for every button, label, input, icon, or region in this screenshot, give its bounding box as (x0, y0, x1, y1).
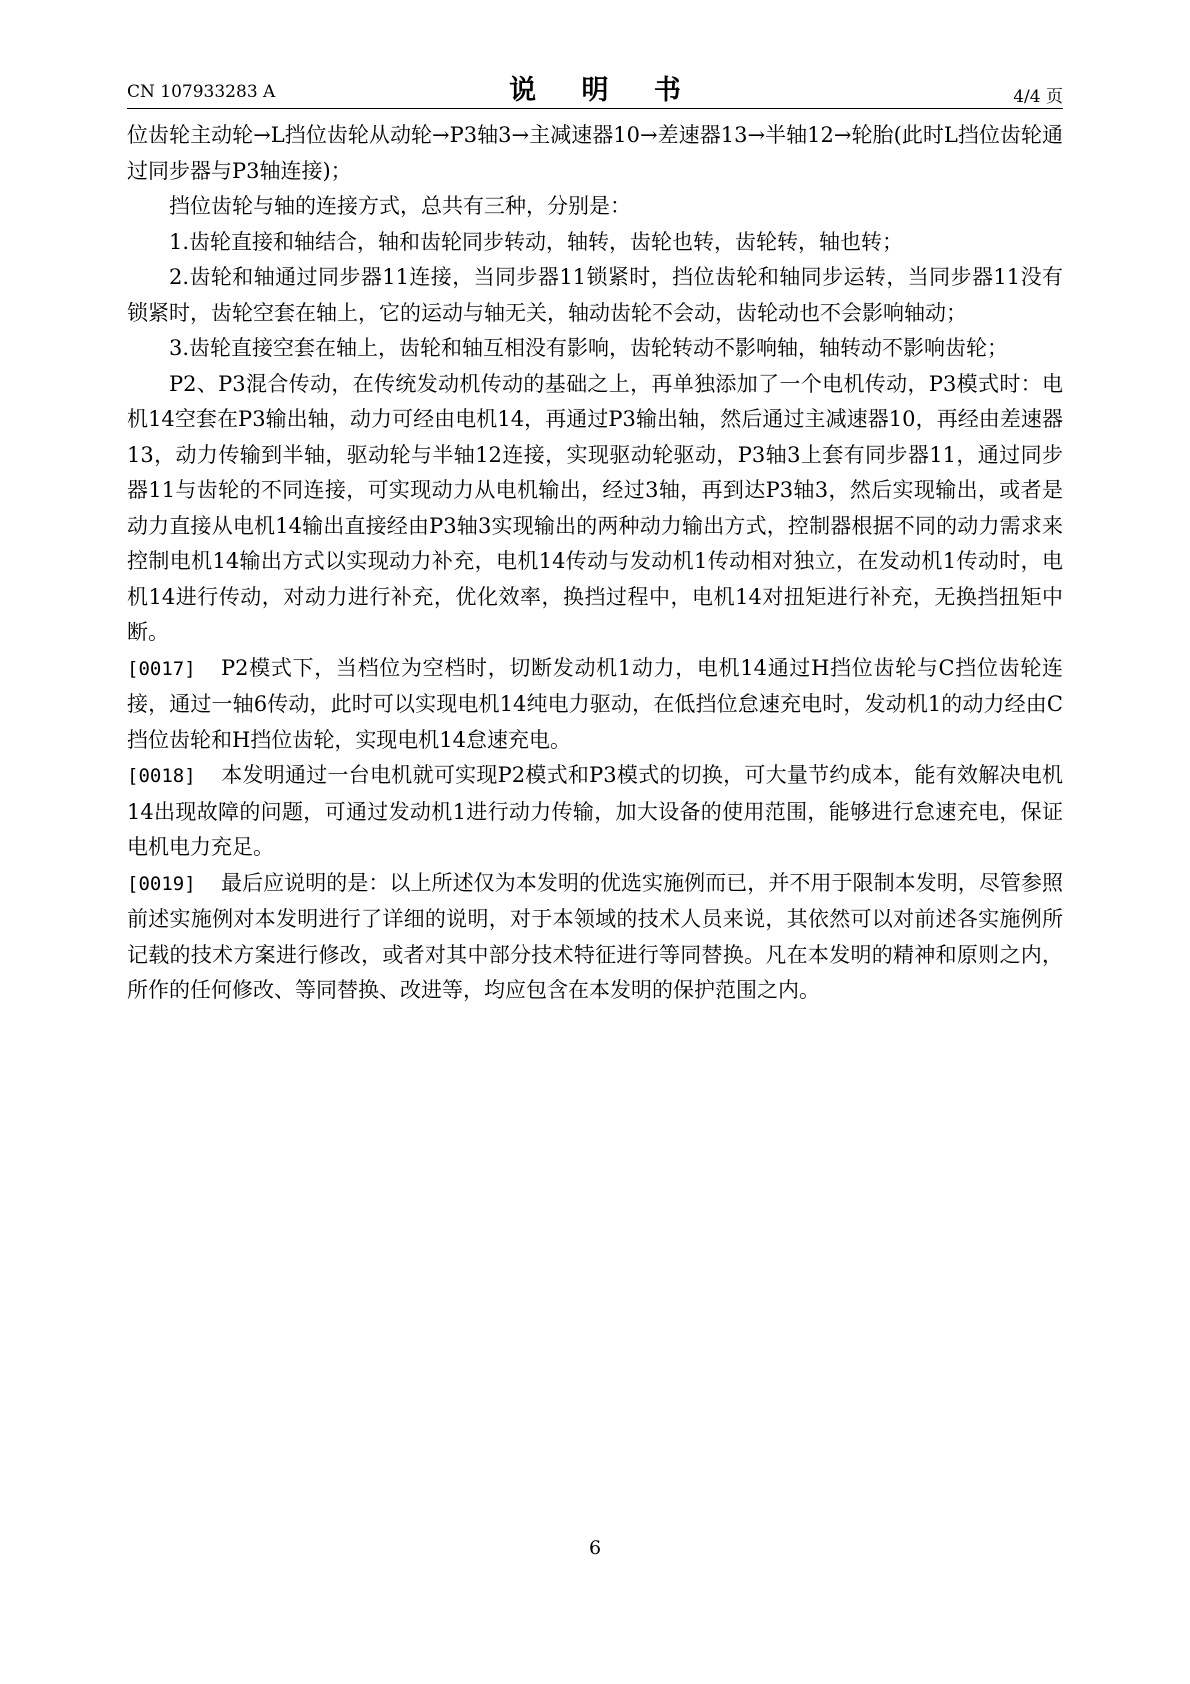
patent-number: CN 107933283 A (127, 82, 276, 102)
paragraph-text: 3.齿轮直接空套在轴上，齿轮和轴互相没有影响，齿轮转动不影响轴，轴转动不影响齿轮； (169, 336, 1009, 360)
numbered-paragraph-0017 (127, 651, 1063, 759)
numbered-paragraph-0019 (127, 866, 1063, 1009)
paragraph (127, 225, 1063, 261)
header-divider (127, 108, 1063, 109)
paragraph-text: 最后应说明的是：以上所述仅为本发明的优选实施例而已，并不用于限制本发明，尽管参照前述实施例对本发明进行了详细的说明，对于本领域的技术人员来说，其依然可以对前述各实施例所记载的技术方案进行修改，或者对其中部分技术特征进行等同替换。凡在本发明的精神和原则之内，所作的任何修改、等同替换、改进等，均应包含在本发明的保护范围之内。 (127, 870, 1063, 1002)
page-header (127, 68, 1063, 108)
paragraph-text: 2.齿轮和轴通过同步器11连接，当同步器11锁紧时，挡位齿轮和轴同步运转，当同步器11没有锁紧时，齿轮空套在轴上，它的运动与轴无关，轴动齿轮不会动，齿轮动也不会影响轴动； (127, 265, 1063, 325)
paragraph (127, 367, 1063, 651)
paragraph (127, 331, 1063, 367)
paragraph-continuation (127, 118, 1063, 189)
paragraph (127, 189, 1063, 225)
paragraph-text: 挡位齿轮与轴的连接方式，总共有三种，分别是： (169, 194, 631, 218)
numbered-paragraph-0018 (127, 758, 1063, 866)
paragraph-text: 位齿轮主动轮→L挡位齿轮从动轮→P3轴3→主减速器10→差速器13→半轴12→轮胎(此时L挡位齿轮通过同步器与P3轴连接)； (127, 123, 1063, 183)
paragraph-number: [0018] (127, 765, 196, 787)
paragraph-text: P2、P3混合传动，在传统发动机传动的基础之上，再单独添加了一个电机传动，P3模式时：电机14空套在P3输出轴，动力可经由电机14，再通过P3输出轴，然后通过主减速器10，再经由差速器13，动力传输到半轴，驱动轮与半轴12连接，实现驱动轮驱动，P3轴3上套有同步器11，通过同步器11与齿轮的不同连接，可实现动力从电机输出，经过3轴，再到达P3轴3，然后实现输出，或者是动力直接从电机14输出直接经由P3轴3实现输出的两种动力输出方式，控制器根据不同的动力需求来控制电机14输出方式以实现动力补充，电机14传动与发动机1传动相对独立，在发动机1传动时，电机14进行传动，对动力进行补充，优化效率，换挡过程中，电机14对扭矩进行补充，无换挡扭矩中断。 (127, 371, 1063, 644)
document-body (127, 118, 1063, 1009)
paragraph-text: 本发明通过一台电机就可实现P2模式和P3模式的切换，可大量节约成本，能有效解决电机14出现故障的问题，可通过发动机1进行动力传输，加大设备的使用范围，能够进行怠速充电，保证电机电力充足。 (127, 763, 1063, 859)
paragraph-number: [0019] (127, 872, 196, 895)
paragraph-number: [0017] (127, 657, 196, 680)
paragraph-text: P2模式下，当档位为空档时，切断发动机1动力，电机14通过H挡位齿轮与C挡位齿轮连接，通过一轴6传动，此时可以实现电机14纯电力驱动，在低挡位怠速充电时，发动机1的动力经由C挡位齿轮和H挡位齿轮，实现电机14怠速充电。 (127, 655, 1063, 752)
document-title: 说 明 书 (509, 75, 699, 106)
paragraph-text: 1.齿轮直接和轴结合，轴和齿轮同步转动，轴转，齿轮也转，齿轮转，轴也转； (169, 229, 904, 254)
page-number: 6 (588, 1537, 602, 1559)
paragraph (127, 260, 1063, 331)
page-indicator: 4/4 页 (1013, 87, 1063, 107)
